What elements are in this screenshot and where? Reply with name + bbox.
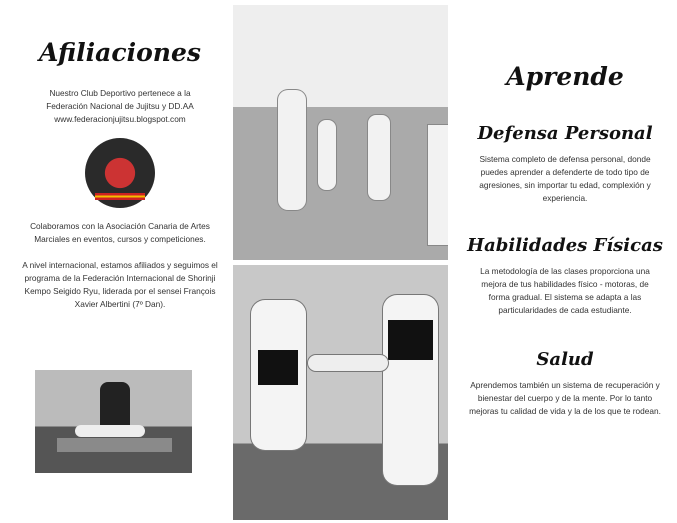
section-text: Sistema completo de defensa personal, donde puedes aprender a defenderte de todo tipo de agresiones, sin importar tu edad, complexión y experiencia.: [479, 154, 651, 203]
federation-logo: [85, 138, 155, 208]
website-link[interactable]: www.federacionjujitsu.blogspot.com: [54, 114, 186, 124]
learn-column: [460, 62, 670, 418]
collaboration-text: Colaboramos con la Asociación Canaria de Artes Marciales en eventos, cursos y competiciones.: [30, 221, 210, 244]
section-heading: Defensa Personal: [477, 123, 653, 144]
international-text: A nivel internacional, estamos afiliados y seguimos el programa de la Federación Internacional de Shorinji Kempo Seigido Ryu, liderada por el sensei François Xavier Albertini (7º Dan).: [22, 260, 218, 309]
section-heading: Habilidades Físicas: [467, 235, 663, 256]
affiliations-title: Afiliaciones: [39, 38, 201, 67]
learn-title: Aprende: [506, 62, 624, 91]
sparring-photo: [233, 265, 448, 520]
section-text: Aprendemos también un sistema de recuperación y bienestar del cuerpo y de la mente. Por lo tanto mejoras tu calidad de vida y la de los que te rodean.: [469, 380, 661, 416]
section-heading: Salud: [536, 349, 594, 370]
intro-line: Federación Nacional de Jujitsu y DD.AA: [46, 101, 194, 111]
ground-technique-photo: [35, 370, 192, 473]
section-text: La metodología de las clases proporciona una mejora de tus habilidades físico - motoras, de forma gradual. El sistema se adapta a las particularidades de cada estudiante.: [480, 266, 650, 315]
affiliation-intro: [15, 87, 225, 126]
intro-line: Nuestro Club Deportivo pertenece a la: [49, 88, 191, 98]
affiliations-column: [15, 38, 225, 311]
dojo-class-photo: [233, 5, 448, 260]
